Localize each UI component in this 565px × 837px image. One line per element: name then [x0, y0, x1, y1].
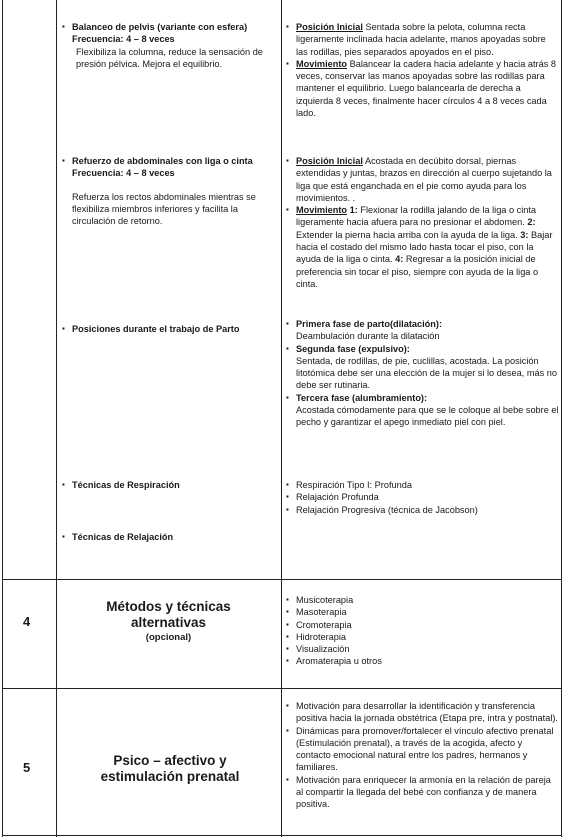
- pelvis-instructions-cell: [286, 21, 558, 119]
- pelvis-initial-position: [286, 21, 558, 58]
- list-item: ▪ Motivación para desarrollar la identificación y transferencia positiva hacia la jornada obstétrica (Etapa pre, intra y postnatal).: [286, 700, 558, 725]
- row-5-title: Psico – afectivo y estimulación prenatal: [100, 753, 240, 784]
- row-divider-1: [2, 579, 562, 580]
- alternative-methods-list: [286, 594, 558, 668]
- relaxation-techniques-cell: [62, 531, 274, 543]
- abdominal-movement: [286, 204, 558, 290]
- initial-position-text: Sentada sobre la pelota, columna recta ligeramente inclinada hacia adelante, manos apoyadas sobre las rodillas, pies separados apoyados en el piso.: [296, 22, 546, 57]
- phase-2-text: Sentada, de rodillas, de pie, cuclillas, acostada. La posición litotómica debe ser una elección de la mujer si lo desea, más no debe ser rutinaria.: [296, 355, 557, 391]
- list-item: ▪ Masoterapia: [286, 606, 558, 618]
- row-4-optional: (opcional): [145, 632, 192, 643]
- abdominal-exercise-title: Refuerzo de abdominales con liga o cinta: [72, 156, 253, 166]
- abdominal-exercise-cell: [62, 155, 274, 227]
- labor-phase-1: [286, 318, 560, 343]
- phase-2-title: Segunda fase (expulsivo):: [296, 343, 410, 354]
- row-divider-2: [2, 688, 562, 689]
- movement-step-1-text: Flexionar la rodilla jalando de la liga o cinta ligeramente hacia afuera para no presionar el abdomen.: [296, 205, 537, 228]
- list-item: ▪ Relajación Progresiva (técnica de Jacobson): [286, 504, 558, 516]
- movement-step-1-number: 1:: [349, 205, 358, 216]
- labor-positions-label: ▪ Posiciones durante el trabajo de Parto: [62, 323, 274, 335]
- abdominal-exercise-item: [62, 155, 274, 227]
- column-divider-2: [281, 0, 282, 837]
- movement-step-2-number: 2:: [527, 217, 536, 228]
- list-item: ▪ Hidroterapia: [286, 631, 558, 643]
- list-item: ▪ Visualización: [286, 643, 558, 655]
- movement-step-3-text: Bajar hacia el costado del mismo lado hasta tocar el piso, con la ayuda de la liga o cinta.: [296, 229, 553, 265]
- row-4-number: 4: [23, 614, 31, 629]
- list-item: ▪ Motivación para enriquecer la armonía en la relación de pareja al compartir la llegada del bebé con confianza y de manera positiva.: [286, 774, 558, 811]
- movement-step-4-text: Regresar a la posición inicial de preferencia sin tocar el piso, siempre con ayuda de la liga o cinta.: [296, 254, 539, 289]
- movement-step-3-number: 3:: [520, 229, 529, 240]
- labor-phase-3: [286, 392, 560, 429]
- initial-position-text: Acostada en decúbito dorsal, piernas extendidas y juntas, brazos en dirección al cuerpo sujetando la liga que está enganchada en el pie como ayuda para los movimientos. .: [296, 156, 552, 203]
- relaxation-techniques-label: ▪ Técnicas de Relajación: [62, 531, 274, 543]
- breathing-techniques-label: ▪ Técnicas de Respiración: [62, 479, 274, 491]
- prenatal-stimulation-list: [286, 700, 558, 811]
- list-item: ▪ Aromaterapia u otros: [286, 655, 558, 667]
- phase-3-title: Tercera fase (alumbramiento):: [296, 392, 428, 403]
- pelvis-exercise-title: Balanceo de pelvis (variante con esfera): [72, 22, 248, 32]
- row-4-title: Métodos y técnicas alternativas: [106, 599, 231, 630]
- pelvis-exercise-frequency: Frecuencia: 4 – 8 veces: [72, 34, 175, 45]
- phase-1-text: Deambulación durante la dilatación: [296, 331, 440, 342]
- table-border-left: [2, 0, 3, 837]
- pelvis-exercise-description: Flexibiliza la columna, reduce la sensación de presión pélvica. Mejora el equilibrio.: [76, 46, 263, 69]
- abdominal-instructions-cell: [286, 155, 558, 290]
- pelvis-exercise-cell: [62, 21, 274, 70]
- row-5-number: 5: [23, 760, 31, 775]
- table-border-bottom: [2, 835, 562, 836]
- labor-positions-cell: [62, 323, 274, 335]
- abdominal-exercise-description: Refuerza los rectos abdominales mientras se flexibiliza miembros inferiores y facilita la circulación de retorno.: [72, 191, 256, 227]
- initial-position-label: Posición Inicial: [296, 22, 363, 32]
- row-5-title-cell: [96, 753, 244, 785]
- movement-step-2-text: Extender la pierna hacia arriba con la ayuda de la liga.: [296, 229, 518, 240]
- column-divider-1: [56, 0, 57, 837]
- labor-phase-2: [286, 343, 560, 392]
- pelvis-exercise-item: [62, 21, 274, 70]
- pelvis-movement: [286, 58, 558, 119]
- phase-3-text: Acostada cómodamente para que se le coloque al bebe sobre el pecho y garantizar el apego inmediato piel con piel.: [296, 405, 559, 428]
- list-item: ▪ Relajación Profunda: [286, 491, 558, 503]
- breathing-list-cell: [286, 479, 558, 516]
- phase-1-title: Primera fase de parto(dilatación):: [296, 319, 443, 329]
- list-item: ▪ Musicoterapia: [286, 594, 558, 606]
- labor-phases-cell: [286, 318, 560, 429]
- movement-label: Movimiento: [296, 205, 348, 216]
- movement-label: Movimiento: [296, 58, 348, 69]
- abdominal-initial-position: [286, 155, 558, 204]
- table-border-right: [561, 0, 562, 837]
- initial-position-label: Posición Inicial: [296, 156, 363, 166]
- movement-step-4-number: 4:: [395, 254, 404, 265]
- breathing-techniques-cell: [62, 479, 274, 491]
- row-4-title-cell: [86, 599, 251, 645]
- list-item: ▪ Dinámicas para promover/fortalecer el vínculo afectivo prenatal (Estimulación prenatal), a través de la acogida, afecto y contacto emocional natural entre los padres, hermanos y familiares.: [286, 725, 558, 774]
- list-item: ▪ Cromoterapia: [286, 619, 558, 631]
- movement-text: Balancear la cadera hacia adelante y hacia atrás 8 veces, conservar las manos apoyadas sobre las rodillas para mantener el equilibrio. Luego balancearla de derecha a izquierda 8 veces, finalmente hacer círculos 4 a 8 veces cada lado.: [296, 58, 556, 119]
- list-item: ▪ Respiración Tipo I: Profunda: [286, 479, 558, 491]
- abdominal-exercise-frequency: Frecuencia: 4 – 8 veces: [72, 168, 175, 179]
